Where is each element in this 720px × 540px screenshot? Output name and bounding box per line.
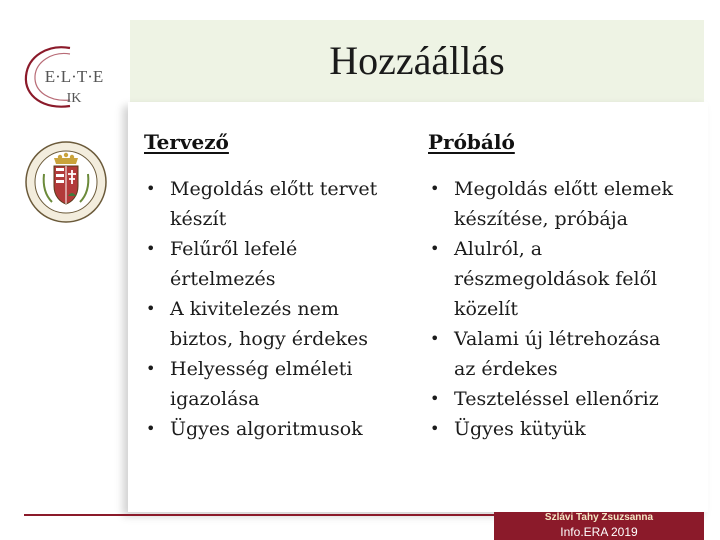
list-item-continuation	[428, 204, 708, 234]
bullet-icon: •	[430, 239, 440, 258]
list-item-continuation	[144, 384, 406, 414]
list-item-continuation	[428, 264, 708, 294]
bullet-list	[144, 174, 406, 444]
list-item-text: Ügyes kütyük	[454, 418, 586, 440]
footer-event: Info.ERA 2019	[560, 525, 638, 539]
list-item-text: igazolása	[170, 388, 260, 410]
column-probalo	[428, 128, 708, 444]
list-item-text: A kivitelezés nem	[170, 298, 339, 320]
list-item	[144, 414, 406, 444]
list-item-text: Megoldás előtt elemek	[454, 178, 674, 200]
list-item-text: Valami új létrehozása	[454, 328, 661, 350]
column-heading: Tervező	[144, 130, 229, 154]
bullet-icon: •	[146, 239, 156, 258]
list-item	[144, 234, 406, 264]
list-item	[428, 384, 708, 414]
list-item	[428, 414, 708, 444]
list-item-text: Felűről lefelé	[170, 238, 298, 260]
list-item-text: Alulról, a	[454, 238, 543, 260]
elte-logo-text: E·L·T·E	[44, 67, 104, 86]
bullet-icon: •	[146, 359, 156, 378]
list-item	[428, 234, 708, 264]
list-item	[428, 324, 708, 354]
bullet-icon: •	[430, 389, 440, 408]
list-item	[144, 294, 406, 324]
list-item-continuation	[428, 294, 708, 324]
list-item-text: biztos, hogy érdekes	[170, 328, 369, 350]
list-item-text: Teszteléssel ellenőriz	[454, 388, 659, 410]
university-crest-icon	[24, 140, 108, 224]
list-item-continuation	[144, 204, 406, 234]
slide-title: Hozzáállás	[329, 38, 505, 83]
list-item-text: részmegoldások felől	[454, 268, 658, 290]
list-item-text: Ügyes algoritmusok	[170, 418, 363, 440]
list-item-continuation	[428, 354, 708, 384]
list-item-text: készít	[170, 208, 227, 230]
bullet-icon: •	[430, 329, 440, 348]
list-item	[144, 174, 406, 204]
bullet-icon: •	[430, 179, 440, 198]
bullet-icon: •	[146, 419, 156, 438]
list-item-text: készítése, próbája	[454, 208, 628, 230]
list-item-continuation	[144, 324, 406, 354]
list-item	[144, 354, 406, 384]
elte-logo	[18, 42, 118, 112]
bullet-icon: •	[146, 179, 156, 198]
list-item-text: értelmezés	[170, 268, 276, 290]
elte-logo-subtext: IK	[66, 91, 82, 106]
list-item-text: Megoldás előtt tervet	[170, 178, 378, 200]
column-tervezo	[144, 128, 406, 444]
list-item	[428, 174, 708, 204]
list-item-text: Helyesség elméleti	[170, 358, 353, 380]
footer-author: Szlávi Tahy Zsuzsanna	[544, 512, 654, 523]
bullet-list	[428, 174, 708, 444]
footer-divider	[24, 514, 494, 516]
column-heading: Próbáló	[428, 130, 515, 154]
sidebar	[0, 0, 128, 540]
bullet-icon: •	[146, 299, 156, 318]
list-item-text: közelít	[454, 298, 518, 320]
bullet-icon: •	[430, 419, 440, 438]
list-item-continuation	[144, 264, 406, 294]
list-item-text: az érdekes	[454, 358, 558, 380]
